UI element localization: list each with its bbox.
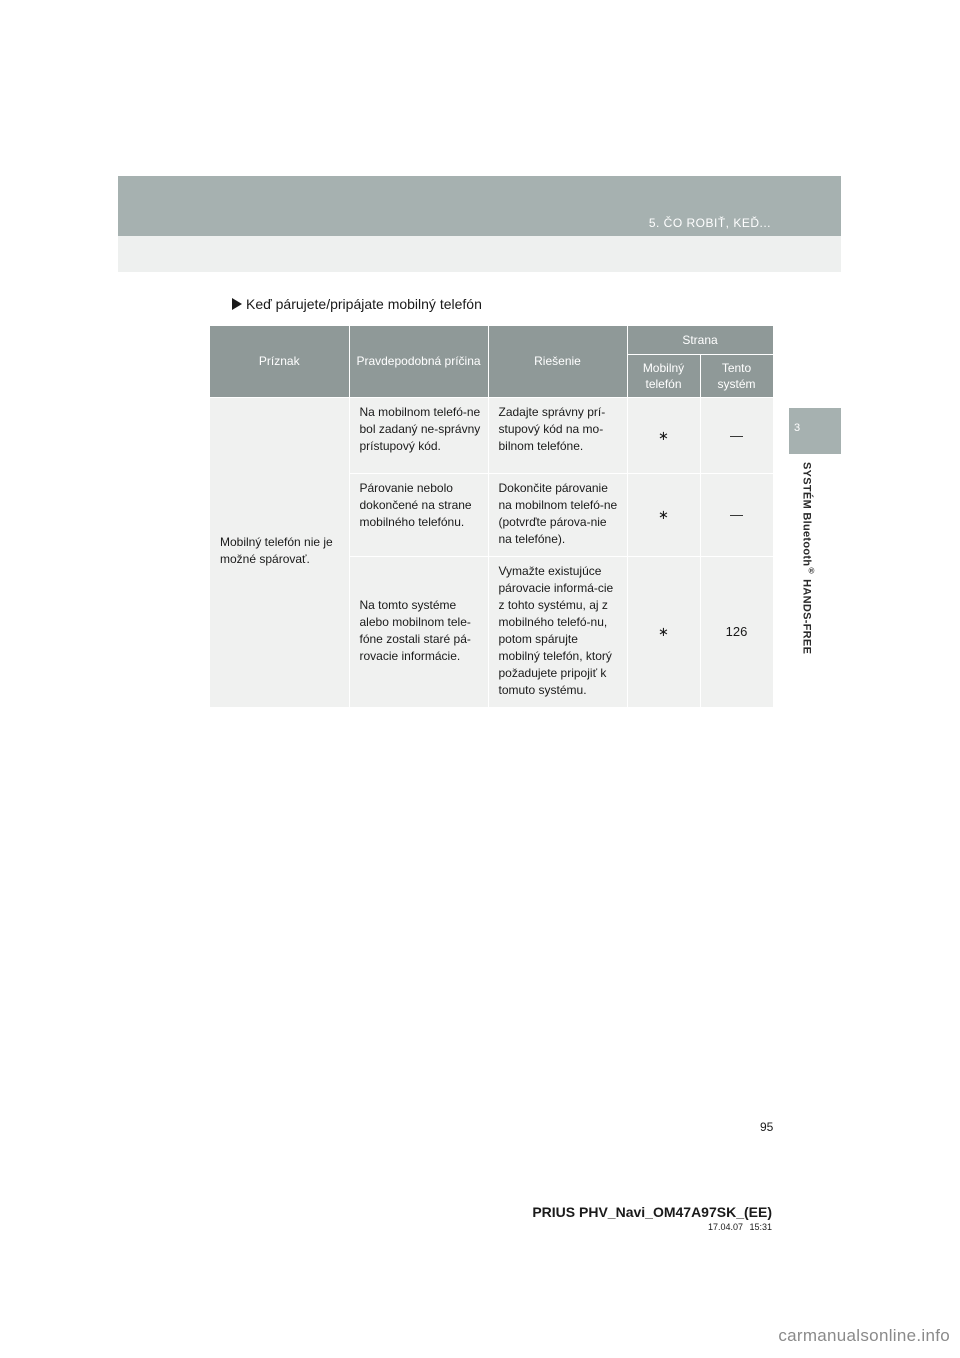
solution-cell: Vymažte existujúce párovacie informá-cie z tohto systému, aj z mobilného telefó-nu, potom spárujte mobilný telefón, ktorý požadujete pripojiť k tomuto systému. — [488, 556, 627, 707]
header-solution: Riešenie — [488, 326, 627, 397]
section-title: 5. ČO ROBIŤ, KEĎ... — [648, 216, 771, 230]
page-number: 95 — [760, 1120, 774, 1134]
header-band — [118, 176, 841, 236]
solution-cell: Dokončite párovanie na mobilnom telefó-ne (potvrďte párova-nie na telefóne). — [488, 473, 627, 556]
document-id: PRIUS PHV_Navi_OM47A97SK_(EE) — [532, 1204, 772, 1220]
triangle-bullet-icon — [232, 298, 242, 310]
asterisk-icon: ∗ — [627, 397, 700, 473]
header-cause: Pravdepodobná príčina — [349, 326, 488, 397]
document-date: 17.04.07 15:31 — [707, 1222, 772, 1232]
registered-mark: ® — [807, 566, 816, 576]
page-ref-cell: — — [700, 397, 773, 473]
troubleshooting-table — [210, 326, 774, 708]
header-symptom: Príznak — [210, 326, 349, 397]
page-ref-cell: 126 — [700, 556, 773, 707]
section-heading — [232, 296, 482, 312]
solution-cell: Zadajte správny prí-stupový kód na mo-bilnom telefóne. — [488, 397, 627, 473]
chapter-number: 3 — [794, 422, 801, 434]
cause-cell: Na mobilnom telefó-ne bol zadaný ne-správny prístupový kód. — [349, 397, 488, 473]
asterisk-icon: ∗ — [627, 473, 700, 556]
cause-cell: Párovanie nebolo dokončené na strane mobilného telefónu. — [349, 473, 488, 556]
header-subband — [118, 236, 841, 272]
asterisk-icon: ∗ — [627, 556, 700, 707]
table-row — [210, 397, 773, 473]
header-page-phone: Mobilný telefón — [627, 354, 700, 397]
header-page-system: Tento systém — [700, 354, 773, 397]
chapter-label-text: SYSTÉM Bluetooth — [800, 462, 813, 567]
chapter-label-suffix: HANDS-FREE — [800, 575, 813, 655]
symptom-cell: Mobilný telefón nie je možné spárovať. — [210, 397, 349, 707]
watermark: carmanualsonline.info — [778, 1326, 950, 1345]
cause-cell: Na tomto systéme alebo mobilnom tele-fóne zostali staré pá-rovacie informácie. — [349, 556, 488, 707]
chapter-tab — [789, 408, 841, 454]
section-heading-text: Keď párujete/pripájate mobilný telefón — [246, 296, 482, 312]
page-ref-cell: — — [700, 473, 773, 556]
header-page: Strana — [627, 326, 773, 354]
chapter-label — [796, 462, 816, 677]
